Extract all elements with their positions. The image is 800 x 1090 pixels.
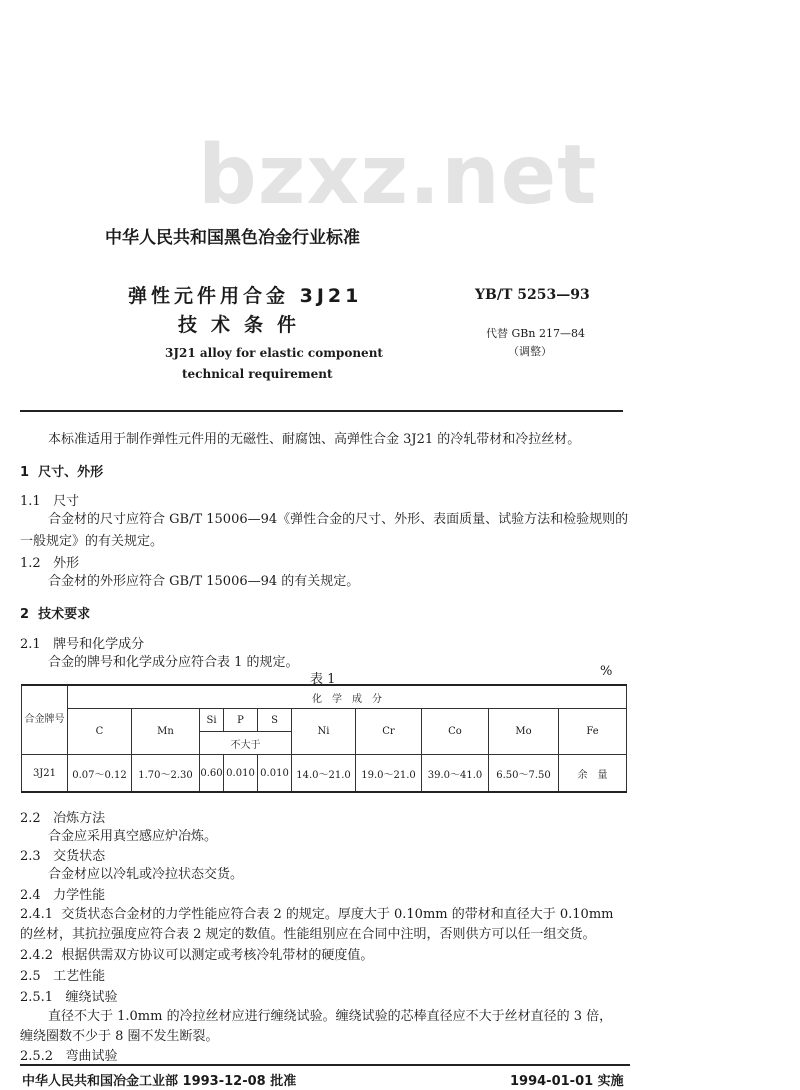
cell-fe: 余 量 bbox=[559, 755, 627, 793]
section-number: 2.5.1 bbox=[20, 990, 54, 1005]
cell-mn: 1.70～2.30 bbox=[132, 755, 200, 793]
cell-p: 0.010 bbox=[224, 755, 258, 793]
section-number: 1 bbox=[20, 465, 30, 480]
section-2-1-text: 合金的牌号和化学成分应符合表 1 的规定。 bbox=[48, 655, 299, 670]
section-2-5-2-heading bbox=[20, 1045, 118, 1064]
section-title: 缠绕试验 bbox=[65, 990, 118, 1005]
header-divider bbox=[20, 410, 623, 412]
section-title: 尺寸、外形 bbox=[38, 465, 104, 480]
header-mo: Mo bbox=[489, 709, 559, 755]
section-number: 2.3 bbox=[20, 849, 41, 864]
cell-co: 39.0～41.0 bbox=[422, 755, 489, 793]
footer-issuer: 中华人民共和国冶金工业部 1993-12-08 批准 bbox=[22, 1074, 297, 1089]
cell-si: 0.60 bbox=[200, 755, 224, 793]
intro-text: 本标准适用于制作弹性元件用的无磁性、耐腐蚀、高弹性合金 3J21 的冷轧带材和冷拉丝材。 bbox=[48, 432, 581, 447]
section-title: 技术要求 bbox=[38, 607, 91, 622]
section-2-4-1-line1 bbox=[20, 903, 613, 922]
issuing-organization: 中华人民共和国黑色冶金行业标准 bbox=[105, 228, 360, 248]
section-2-4-heading bbox=[20, 884, 105, 903]
table-1-caption: 表 1 bbox=[310, 672, 336, 687]
section-2-5-1-line2: 缠绕圈数不少于 8 圈不发生断裂。 bbox=[20, 1029, 219, 1044]
section-2-3-text: 合金材应以冷轧或冷拉状态交货。 bbox=[48, 867, 244, 882]
section-number: 2.4 bbox=[20, 888, 41, 903]
section-2-3-heading bbox=[20, 845, 105, 864]
section-number: 2.5 bbox=[20, 969, 41, 984]
section-2-5-1-line1: 直径不大于 1.0mm 的冷拉丝材应进行缠绕试验。缠绕试验的芯棒直径应不大于丝材直径的 3 倍， bbox=[48, 1009, 613, 1024]
cell-c: 0.07～0.12 bbox=[68, 755, 132, 793]
section-title: 工艺性能 bbox=[53, 969, 106, 984]
table-1-unit: % bbox=[600, 664, 613, 679]
footer-effective-date: 1994-01-01 实施 bbox=[510, 1074, 624, 1089]
section-number: 2.5.2 bbox=[20, 1049, 54, 1064]
section-1-heading bbox=[20, 461, 103, 480]
section-2-1-heading bbox=[20, 633, 144, 652]
section-1-2-text: 合金材的外形应符合 GB/T 15006—94 的有关规定。 bbox=[48, 574, 360, 589]
section-number: 2.2 bbox=[20, 811, 41, 826]
header-s: S bbox=[258, 709, 292, 732]
section-2-2-heading bbox=[20, 807, 105, 826]
cell-cr: 19.0～21.0 bbox=[356, 755, 422, 793]
title-en-line1: 3J21 alloy for elastic component bbox=[165, 346, 383, 360]
table-1 bbox=[21, 684, 627, 793]
section-title: 弯曲试验 bbox=[65, 1049, 118, 1064]
watermark: bzxz.net bbox=[198, 128, 598, 223]
header-si: Si bbox=[200, 709, 224, 732]
title-zh-line1: 弹性元件用合金 3J21 bbox=[128, 285, 363, 307]
section-2-heading bbox=[20, 603, 90, 622]
section-2-5-1-heading bbox=[20, 986, 118, 1005]
header-c: C bbox=[68, 709, 132, 755]
adjust-note: （调整） bbox=[508, 345, 552, 358]
section-number: 1.1 bbox=[20, 494, 41, 509]
section-title: 外形 bbox=[53, 556, 80, 571]
header-composition: 化 学 成 分 bbox=[68, 685, 627, 709]
table-row bbox=[22, 755, 627, 793]
section-title: 冶炼方法 bbox=[53, 811, 106, 826]
header-fe: Fe bbox=[559, 709, 627, 755]
title-en-line2: technical requirement bbox=[182, 367, 333, 381]
cell-ni: 14.0～21.0 bbox=[292, 755, 356, 793]
section-2-2-text: 合金应采用真空感应炉冶炼。 bbox=[48, 829, 218, 844]
standard-code: YB/T 5253—93 bbox=[475, 287, 590, 303]
section-2-5-heading bbox=[20, 965, 105, 984]
table-header-row bbox=[22, 685, 627, 709]
section-number: 2.4.2 bbox=[20, 948, 54, 963]
section-1-1-text-line1: 合金材的尺寸应符合 GB/T 15006—94《弹性合金的尺寸、外形、表面质量、试验方法和检验规则的 bbox=[48, 512, 629, 527]
section-title: 力学性能 bbox=[53, 888, 106, 903]
section-number: 2.4.1 bbox=[20, 907, 54, 922]
section-number: 2.1 bbox=[20, 637, 41, 652]
section-1-1-heading bbox=[20, 490, 79, 509]
section-2-4-2 bbox=[20, 944, 373, 963]
title-zh-line2: 技术条件 bbox=[178, 314, 311, 336]
section-title: 交货状态 bbox=[53, 849, 106, 864]
section-title: 尺寸 bbox=[53, 494, 80, 509]
header-grade: 合金牌号 bbox=[22, 685, 68, 755]
section-text: 根据供需双方协议可以测定或考核冷轧带材的硬度值。 bbox=[61, 948, 374, 963]
replaces-note: 代替 GBn 217—84 bbox=[486, 327, 585, 340]
not-more-than: 不大于 bbox=[200, 732, 292, 755]
section-number: 1.2 bbox=[20, 556, 41, 571]
cell-grade: 3J21 bbox=[22, 755, 68, 793]
header-ni: Ni bbox=[292, 709, 356, 755]
header-mn: Mn bbox=[132, 709, 200, 755]
section-2-4-1-line2: 的丝材，其抗拉强度应符合表 2 规定的数值。性能组别应在合同中注明，否则供方可以任一组交货。 bbox=[20, 927, 596, 942]
section-1-1-text-line2: 一般规定》的有关规定。 bbox=[20, 534, 164, 549]
table-subheader-row bbox=[22, 709, 627, 732]
section-title: 牌号和化学成分 bbox=[53, 637, 145, 652]
header-cr: Cr bbox=[356, 709, 422, 755]
header-co: Co bbox=[422, 709, 489, 755]
cell-s: 0.010 bbox=[258, 755, 292, 793]
footer-divider bbox=[20, 1064, 630, 1066]
cell-mo: 6.50～7.50 bbox=[489, 755, 559, 793]
header-p: P bbox=[224, 709, 258, 732]
section-number: 2 bbox=[20, 607, 30, 622]
section-1-2-heading bbox=[20, 552, 79, 571]
section-text: 交货状态合金材的力学性能应符合表 2 的规定。厚度大于 0.10mm 的带材和直径大于 0.10mm bbox=[61, 907, 614, 922]
